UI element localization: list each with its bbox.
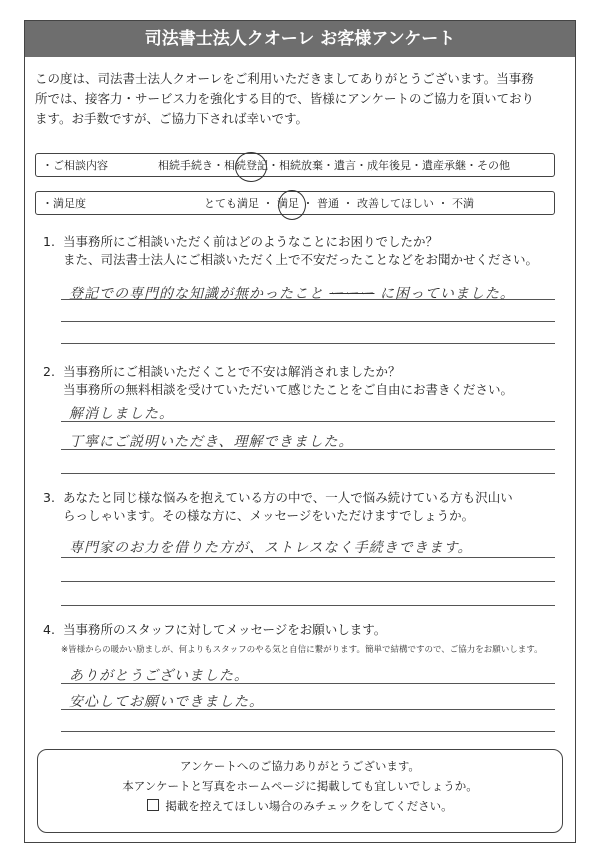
answer-line bbox=[61, 581, 555, 582]
consult-type-options[interactable]: 相続手続き・相続登記・相続放棄・遺言・成年後見・遺産承継・その他 bbox=[158, 159, 510, 172]
question-3 bbox=[43, 489, 563, 525]
satisfaction-options[interactable]: とても満足 ・ 満足 ・ 普通 ・ 改善してほしい ・ 不満 bbox=[204, 197, 474, 210]
consult-type-label: ・ご相談内容 bbox=[42, 159, 108, 172]
question-4 bbox=[43, 621, 563, 639]
question-number: 1. bbox=[43, 234, 55, 249]
handwritten-answer bbox=[69, 283, 515, 303]
footer-checkbox-row bbox=[38, 796, 562, 816]
question-text: また、司法書士法人にご相談いただく上で不安だったことなどをお聞かせください。 bbox=[63, 252, 539, 267]
question-note: ※皆様からの暖かい励ましが、何よりもスタッフのやる気と自信に繋がります。簡単で結構ですので、ご協力をお願いします。 bbox=[61, 645, 543, 655]
intro-line: 所では、接客力・サービス力を強化する目的で、皆様にアンケートのご協力を頂いており bbox=[35, 91, 535, 106]
question-number: 2. bbox=[43, 364, 55, 379]
survey-title: 司法書士法人クオーレ お客様アンケート bbox=[25, 21, 575, 57]
answer-line bbox=[61, 473, 555, 474]
handwritten-answer: 丁寧にご説明いただき、理解できました。 bbox=[69, 434, 354, 450]
answer-line bbox=[61, 449, 555, 450]
handwritten-answer: 専門家のお力を借りた方が、ストレスなく手続きできます。 bbox=[69, 540, 473, 556]
footer-box bbox=[37, 749, 563, 833]
answer-line bbox=[61, 557, 555, 558]
satisfaction-label: ・満足度 bbox=[42, 197, 86, 210]
intro-line: この度は、司法書士法人クオーレをご利用いただきましてありがとうございます。当事務 bbox=[35, 71, 534, 86]
struck-out-text: ーーー bbox=[329, 286, 375, 302]
answer-line bbox=[61, 709, 555, 710]
answer-text: に困っていました。 bbox=[379, 286, 515, 302]
footer-consent-question: 本アンケートと写真をホームページに掲載しても宜しいでしょうか。 bbox=[122, 779, 478, 793]
intro-text bbox=[35, 69, 565, 129]
answer-line bbox=[61, 343, 555, 344]
handwritten-answer: ありがとうございました。 bbox=[69, 668, 249, 684]
question-text: 当事務所のスタッフに対してメッセージをお願いします。 bbox=[63, 622, 387, 637]
publish-opt-out-checkbox[interactable] bbox=[147, 799, 159, 811]
consult-type-box bbox=[35, 153, 555, 177]
answer-line bbox=[61, 605, 555, 606]
question-text: あなたと同じ様な悩みを抱えている方の中で、一人で悩み続けている方も沢山い bbox=[63, 490, 513, 505]
question-number: 4. bbox=[43, 622, 55, 637]
answer-line bbox=[61, 299, 555, 300]
intro-line: ます。お手数ですが、ご協力下されば幸いです。 bbox=[35, 111, 309, 126]
handwritten-answer: 安心してお願いできました。 bbox=[69, 694, 264, 710]
footer-thanks: アンケートへのご協力ありがとうございます。 bbox=[180, 759, 420, 773]
footer-checkbox-label: 掲載を控えてほしい場合のみチェックをしてください。 bbox=[165, 799, 453, 813]
question-text: 当事務所にご相談いただく前はどのようなことにお困りでしたか？ bbox=[63, 234, 439, 249]
satisfaction-box bbox=[35, 191, 555, 215]
question-text: 当事務所にご相談いただくことで不安は解消されましたか？ bbox=[63, 364, 401, 379]
question-text: らっしゃいます。その様な方に、メッセージをいただけますでしょうか。 bbox=[63, 508, 475, 523]
selected-consult-circle bbox=[235, 152, 267, 182]
answer-text: 登記での専門的な知識が無かったこと bbox=[69, 286, 324, 302]
question-number: 3. bbox=[43, 490, 55, 505]
answer-line bbox=[61, 731, 555, 732]
answer-line bbox=[61, 683, 555, 684]
handwritten-answer: 解消しました。 bbox=[69, 406, 174, 422]
selected-satisfaction-circle bbox=[278, 190, 306, 220]
question-1 bbox=[43, 233, 563, 269]
answer-line bbox=[61, 421, 555, 422]
question-2 bbox=[43, 363, 563, 399]
question-text: 当事務所の無料相談を受けていただいて感じたことをご自由にお書きください。 bbox=[63, 382, 514, 397]
answer-line bbox=[61, 321, 555, 322]
survey-form bbox=[24, 20, 576, 843]
